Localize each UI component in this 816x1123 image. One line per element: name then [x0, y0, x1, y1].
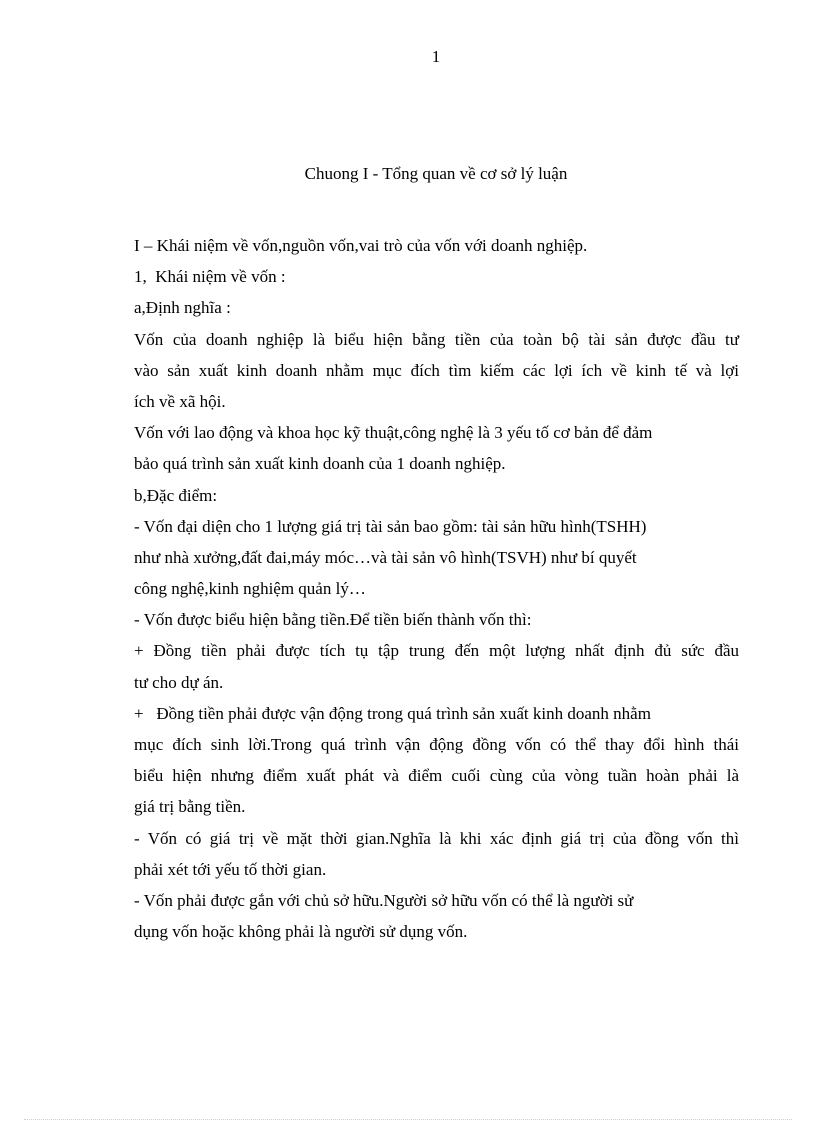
- text-line: Vốn với lao động và khoa học kỹ thuật,công nghệ là 3 yếu tố cơ bản để đảm: [134, 423, 653, 443]
- text-line: - Vốn đại diện cho 1 lượng giá trị tài sản bao gồm: tài sản hữu hình(TSHH): [134, 516, 647, 536]
- text-line: phải xét tới yếu tố thời gian.: [134, 859, 327, 879]
- text-line: Vốn của doanh nghiệp là biểu hiện bằng tiền của toàn bộ tài sản được đầu tư: [134, 329, 739, 349]
- text-line: tư cho dự án.: [134, 672, 224, 692]
- page-bottom-divider: [24, 1119, 792, 1120]
- text-line: b,Đặc điểm:: [134, 485, 218, 505]
- text-line: vào sản xuất kinh doanh nhằm mục đích tìm kiếm các lợi ích về kinh tế và lợi: [134, 360, 739, 380]
- text-line: 1, Khái niệm về vốn :: [134, 267, 286, 287]
- text-line: công nghệ,kinh nghiệm quản lý…: [134, 579, 366, 599]
- text-line: giá trị bằng tiền.: [134, 797, 246, 817]
- chapter-title: Chuong I - Tổng quan về cơ sở lý luận: [304, 164, 568, 183]
- text-line: mục đích sinh lời.Trong quá trình vận động đồng vốn có thể thay đổi hình thái: [134, 735, 739, 754]
- text-line: - Vốn được biểu hiện bằng tiền.Để tiền biến thành vốn thì:: [134, 610, 532, 630]
- text-line: biểu hiện nhưng điểm xuất phát và điểm cuối cùng của vòng tuần hoàn phải là: [134, 766, 739, 786]
- page-number: 1: [431, 47, 441, 66]
- document-body: [134, 230, 739, 947]
- text-line: a,Định nghĩa :: [134, 298, 231, 318]
- text-line: I – Khái niệm về vốn,nguồn vốn,vai trò của vốn với doanh nghiệp.: [134, 236, 588, 255]
- text-line: như nhà xưởng,đất đai,máy móc…và tài sản vô hình(TSVH) như bí quyết: [134, 547, 637, 567]
- text-line: - Vốn phải được gắn với chủ sở hữu.Người sở hữu vốn có thể là người sử: [134, 890, 634, 910]
- text-line: ích về xã hội.: [134, 391, 226, 411]
- text-line: bảo quá trình sản xuất kinh doanh của 1 doanh nghiệp.: [134, 454, 506, 474]
- text-line: + Đồng tiền phải được tích tụ tập trung đến một lượng nhất định đủ sức đầu: [134, 641, 739, 661]
- text-line: + Đồng tiền phải được vận động trong quá trình sản xuất kinh doanh nhằm: [134, 703, 651, 723]
- text-line: - Vốn có giá trị về mặt thời gian.Nghĩa là khi xác định giá trị của đồng vốn thì: [134, 828, 739, 848]
- text-line: dụng vốn hoặc không phải là người sử dụng vốn.: [134, 922, 468, 942]
